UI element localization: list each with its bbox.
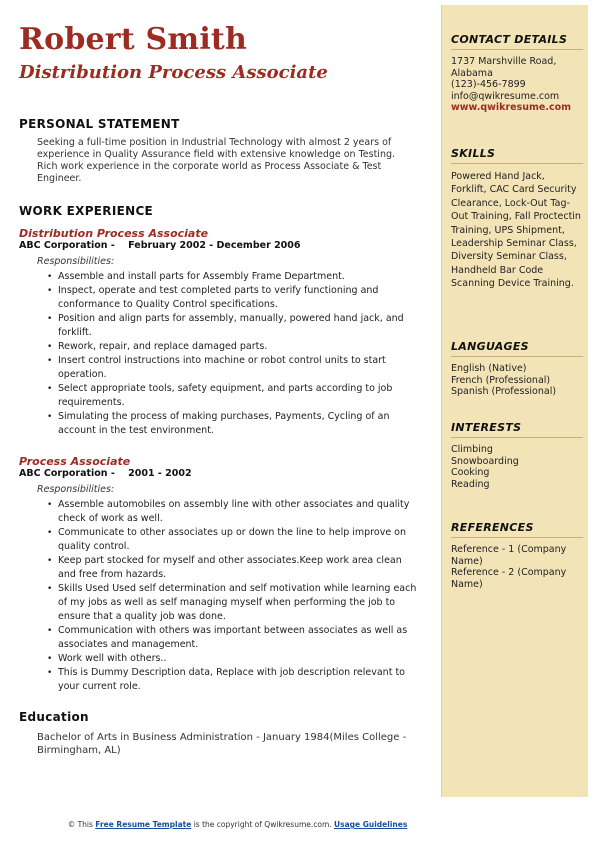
skills-section xyxy=(451,147,583,291)
contact-heading: CONTACT DETAILS xyxy=(451,33,583,50)
list-item: • Position and align parts for assembly, manually, powered hand jack, and forklift. xyxy=(49,312,421,340)
education-section xyxy=(19,710,429,757)
list-item: Reading xyxy=(451,478,490,490)
education-text: Bachelor of Arts in Business Administration - January 1984(Miles College - Birmingham, AL) xyxy=(37,732,407,756)
candidate-name: Robert Smith xyxy=(19,22,247,57)
list-item: French (Professional) xyxy=(451,374,551,386)
list-item: • Simulating the process of making purchases, Payments, Cycling of an account in the test environment. xyxy=(49,410,421,438)
work-experience-heading: WORK EXPERIENCE xyxy=(19,204,154,218)
responsibilities-label: Responsibilities: xyxy=(37,256,115,267)
job-dates: 2001 - 2002 xyxy=(128,468,192,479)
list-item: • Keep part stocked for myself and other associates.Keep work area clean and free from hazards. xyxy=(49,554,421,582)
footer xyxy=(0,820,475,829)
list-item: • Skills Used Used self determination and self motivation while learning each of my jobs as well as self managing myself when performing the job to ensure that a quality job was done. xyxy=(49,582,421,624)
list-item: • Communicate to other associates up or down the line to help improve on quality control. xyxy=(49,526,421,554)
address-line: Alabama xyxy=(451,67,493,79)
skills-text: Powered Hand Jack, Forklift, CAC Card Security Clearance, Lock-Out Tag-Out Training, Fall Proctectin Training, UPS Shipment, Leadership Seminar Class, Diversity Seminar Class, Handheld Bar Code Scanning Device Training. xyxy=(451,171,581,290)
job-meta xyxy=(19,240,429,252)
list-item: English (Native) xyxy=(451,363,527,374)
personal-statement-heading: PERSONAL STATEMENT xyxy=(19,117,180,131)
sidebar xyxy=(441,5,588,797)
contact-section xyxy=(451,33,583,114)
list-item: Reference - 1 (Company Name) xyxy=(451,544,567,567)
work-experience-section xyxy=(19,204,429,694)
list-item: • Select appropriate tools, safety equipment, and parts according to job requirements. xyxy=(49,382,421,410)
free-resume-template-link[interactable]: Free Resume Template xyxy=(95,820,192,829)
responsibilities-list xyxy=(49,498,421,694)
list-item: Cooking xyxy=(451,467,490,479)
references-heading: REFERENCES xyxy=(451,521,583,538)
job-dates: February 2002 - December 2006 xyxy=(128,240,301,251)
email-address[interactable]: info@qwikresume.com xyxy=(451,90,560,102)
address-line: 1737 Marshville Road, xyxy=(451,56,557,67)
skills-heading: SKILLS xyxy=(451,147,583,164)
list-item: • Rework, repair, and replace damaged parts. xyxy=(49,340,421,354)
list-item: Reference - 2 (Company Name) xyxy=(451,567,567,590)
education-heading: Education xyxy=(19,710,89,724)
interests-section xyxy=(451,421,583,490)
job-title: Distribution Process Associate xyxy=(19,227,209,240)
usage-guidelines-link[interactable]: Usage Guidelines xyxy=(334,820,408,829)
main-column xyxy=(19,20,429,757)
job-entry xyxy=(19,227,429,438)
job-company: ABC Corporation - xyxy=(19,468,115,479)
footer-prefix: © This xyxy=(67,820,93,829)
candidate-title: Distribution Process Associate xyxy=(19,62,328,83)
personal-statement-section xyxy=(19,117,429,185)
responsibilities-list xyxy=(49,270,421,438)
references-section xyxy=(451,521,583,590)
list-item: Spanish (Professional) xyxy=(451,386,557,398)
languages-section xyxy=(451,340,583,398)
list-item: • Insert control instructions into machine or robot control units to start operation. xyxy=(49,354,421,382)
phone-number: (123)-456-7899 xyxy=(451,79,526,91)
list-item: • Communication with others was important between associates as well as associates and management. xyxy=(49,624,421,652)
website-link[interactable]: www.qwikresume.com xyxy=(451,102,572,114)
list-item: Climbing xyxy=(451,444,493,455)
job-meta xyxy=(19,468,429,480)
list-item: Snowboarding xyxy=(451,455,519,467)
job-company: ABC Corporation - xyxy=(19,240,115,251)
list-item: • Work well with others.. xyxy=(49,652,421,666)
list-item: • Inspect, operate and test completed parts to verify functioning and conformance to Quality Control specifications. xyxy=(49,284,421,312)
job-title: Process Associate xyxy=(19,455,131,468)
personal-statement-text: Seeking a full-time position in Industrial Technology with almost 2 years of experience in Quality Assurance field with extensive knowledge on Testing. Rich work experience in the corporate world as Process Associate & Test Engineer. xyxy=(37,137,396,184)
list-item: • This is Dummy Description data, Replace with job description relevant to your current role. xyxy=(49,666,421,694)
job-entry xyxy=(19,455,429,694)
languages-heading: LANGUAGES xyxy=(451,340,583,357)
interests-heading: INTERESTS xyxy=(451,421,583,438)
footer-copyright-text: is the copyright of Qwikresume.com. xyxy=(193,820,332,829)
list-item: • Assemble automobiles on assembly line with other associates and quality check of work as well. xyxy=(49,498,421,526)
responsibilities-label: Responsibilities: xyxy=(37,484,115,495)
list-item: • Assemble and install parts for Assembly Frame Department. xyxy=(49,270,421,284)
